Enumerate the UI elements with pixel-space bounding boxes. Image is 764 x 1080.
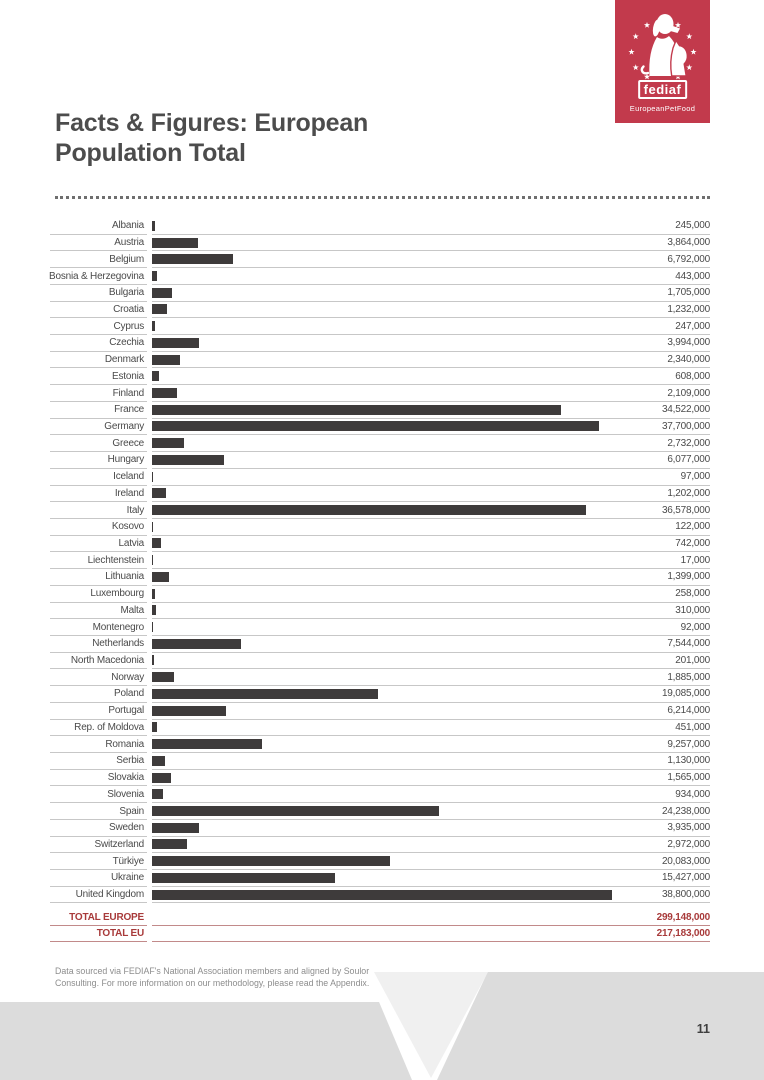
table-row <box>50 753 710 770</box>
country-label: France <box>50 402 147 419</box>
source-note-line1: Data sourced via FEDIAF's National Association members and aligned by Soulor <box>55 966 370 976</box>
total-label: TOTAL EU <box>50 926 147 943</box>
table-row <box>50 569 710 586</box>
bar-track <box>152 720 710 737</box>
population-bar <box>152 756 165 766</box>
total-row <box>50 909 710 926</box>
bar-track <box>152 870 710 887</box>
dotted-divider <box>55 196 710 199</box>
population-bar <box>152 388 177 398</box>
population-value: 443,000 <box>675 270 710 282</box>
country-label: Hungary <box>50 452 147 469</box>
population-value: 742,000 <box>675 538 710 550</box>
population-bar <box>152 321 155 331</box>
population-value: 3,994,000 <box>667 337 710 349</box>
country-label: Slovakia <box>50 770 147 787</box>
total-value: 217,183,000 <box>656 928 710 940</box>
table-row <box>50 385 710 402</box>
total-track <box>152 926 710 943</box>
bar-track <box>152 352 710 369</box>
bar-track <box>152 586 710 603</box>
bar-track <box>152 419 710 436</box>
bar-track <box>152 820 710 837</box>
population-bar <box>152 672 174 682</box>
country-label: United Kingdom <box>50 887 147 904</box>
population-value: 6,214,000 <box>667 705 710 717</box>
population-bar <box>152 472 153 482</box>
table-row <box>50 887 710 904</box>
bar-track <box>152 368 710 385</box>
population-bar-chart <box>50 218 710 942</box>
population-value: 6,077,000 <box>667 454 710 466</box>
bar-track <box>152 786 710 803</box>
population-value: 934,000 <box>675 788 710 800</box>
bar-track <box>152 770 710 787</box>
table-row <box>50 419 710 436</box>
table-row <box>50 536 710 553</box>
country-label: Ireland <box>50 486 147 503</box>
table-row <box>50 786 710 803</box>
bar-track <box>152 318 710 335</box>
population-value: 310,000 <box>675 604 710 616</box>
population-bar <box>152 890 612 900</box>
country-label: Ukraine <box>50 870 147 887</box>
population-bar <box>152 371 159 381</box>
population-value: 15,427,000 <box>661 872 710 884</box>
country-label: Luxembourg <box>50 586 147 603</box>
population-value: 3,935,000 <box>667 822 710 834</box>
country-label: Serbia <box>50 753 147 770</box>
country-label: Spain <box>50 803 147 820</box>
population-value: 201,000 <box>675 655 710 667</box>
table-row <box>50 636 710 653</box>
bar-track <box>152 569 710 586</box>
population-bar <box>152 722 157 732</box>
population-bar <box>152 605 156 615</box>
table-row <box>50 268 710 285</box>
bar-track <box>152 653 710 670</box>
country-label: Estonia <box>50 368 147 385</box>
country-label: Lithuania <box>50 569 147 586</box>
table-row <box>50 402 710 419</box>
population-value: 3,864,000 <box>667 237 710 249</box>
table-row <box>50 318 710 335</box>
bar-track <box>152 486 710 503</box>
country-label: Kosovo <box>50 519 147 536</box>
population-bar <box>152 589 155 599</box>
population-value: 92,000 <box>680 621 710 633</box>
bar-track <box>152 302 710 319</box>
table-row <box>50 853 710 870</box>
population-bar <box>152 789 163 799</box>
bar-track <box>152 218 710 235</box>
population-value: 258,000 <box>675 588 710 600</box>
population-value: 1,202,000 <box>667 487 710 499</box>
table-row <box>50 285 710 302</box>
population-bar <box>152 271 157 281</box>
population-value: 2,972,000 <box>667 838 710 850</box>
population-bar <box>152 238 198 248</box>
bar-track <box>152 235 710 252</box>
table-row <box>50 820 710 837</box>
country-label: Slovenia <box>50 786 147 803</box>
country-label: Netherlands <box>50 636 147 653</box>
population-value: 24,238,000 <box>661 805 710 817</box>
country-label: North Macedonia <box>50 653 147 670</box>
population-bar <box>152 806 439 816</box>
table-row <box>50 435 710 452</box>
country-label: Austria <box>50 235 147 252</box>
bar-track <box>152 803 710 820</box>
population-value: 19,085,000 <box>661 688 710 700</box>
country-label: Liechtenstein <box>50 552 147 569</box>
population-value: 608,000 <box>675 370 710 382</box>
population-value: 36,578,000 <box>661 504 710 516</box>
country-label: Malta <box>50 603 147 620</box>
table-row <box>50 603 710 620</box>
table-row <box>50 486 710 503</box>
table-row <box>50 302 710 319</box>
table-row <box>50 352 710 369</box>
source-note <box>55 966 395 989</box>
bar-track <box>152 385 710 402</box>
page-title-line1: Facts & Figures: European <box>55 109 369 137</box>
fediaf-logo <box>615 0 710 123</box>
bar-track <box>152 837 710 854</box>
population-value: 1,705,000 <box>667 287 710 299</box>
population-bar <box>152 873 335 883</box>
country-label: Belgium <box>50 251 147 268</box>
country-label: Croatia <box>50 302 147 319</box>
bar-track <box>152 435 710 452</box>
country-label: Norway <box>50 669 147 686</box>
table-row <box>50 720 710 737</box>
country-label: Bosnia & Herzegovina <box>50 268 147 285</box>
population-bar <box>152 856 390 866</box>
table-row <box>50 368 710 385</box>
table-row <box>50 502 710 519</box>
table-row <box>50 469 710 486</box>
page-title-line2: Population Total <box>55 139 246 167</box>
country-label: Czechia <box>50 335 147 352</box>
population-value: 1,565,000 <box>667 772 710 784</box>
population-bar <box>152 338 199 348</box>
country-label: Türkiye <box>50 853 147 870</box>
table-row <box>50 235 710 252</box>
country-label: Bulgaria <box>50 285 147 302</box>
bar-track <box>152 887 710 904</box>
country-label: Switzerland <box>50 837 147 854</box>
population-bar <box>152 538 161 548</box>
population-bar <box>152 455 224 465</box>
population-value: 247,000 <box>675 320 710 332</box>
table-row <box>50 669 710 686</box>
population-bar <box>152 288 172 298</box>
country-label: Sweden <box>50 820 147 837</box>
country-label: Iceland <box>50 469 147 486</box>
country-label: Germany <box>50 419 147 436</box>
chart-rows <box>50 218 710 903</box>
bar-track <box>152 669 710 686</box>
population-value: 20,083,000 <box>661 855 710 867</box>
population-bar <box>152 405 561 415</box>
population-value: 1,885,000 <box>667 671 710 683</box>
country-label: Denmark <box>50 352 147 369</box>
population-value: 37,700,000 <box>661 420 710 432</box>
population-value: 1,130,000 <box>667 755 710 767</box>
table-row <box>50 251 710 268</box>
source-note-line2: Consulting. For more information on our methodology, please read the Appendix. <box>55 977 370 988</box>
population-value: 2,732,000 <box>667 437 710 449</box>
population-bar <box>152 421 599 431</box>
footer-band-left <box>0 1002 412 1080</box>
bar-track <box>152 519 710 536</box>
population-bar <box>152 639 241 649</box>
bar-track <box>152 469 710 486</box>
bar-track <box>152 268 710 285</box>
population-value: 17,000 <box>680 554 710 566</box>
page-title <box>55 108 368 168</box>
population-value: 2,109,000 <box>667 387 710 399</box>
table-row <box>50 619 710 636</box>
population-value: 9,257,000 <box>667 738 710 750</box>
bar-track <box>152 736 710 753</box>
bar-track <box>152 853 710 870</box>
bar-track <box>152 285 710 302</box>
population-bar <box>152 622 153 632</box>
population-value: 245,000 <box>675 220 710 232</box>
country-label: Italy <box>50 502 147 519</box>
population-bar <box>152 655 154 665</box>
country-label: Poland <box>50 686 147 703</box>
table-row <box>50 837 710 854</box>
table-row <box>50 452 710 469</box>
bar-track <box>152 703 710 720</box>
table-row <box>50 218 710 235</box>
population-value: 34,522,000 <box>661 404 710 416</box>
population-bar <box>152 689 378 699</box>
country-label: Greece <box>50 435 147 452</box>
population-bar <box>152 505 586 515</box>
bar-track <box>152 536 710 553</box>
population-value: 451,000 <box>675 721 710 733</box>
total-value: 299,148,000 <box>656 911 710 923</box>
population-value: 6,792,000 <box>667 253 710 265</box>
bar-track <box>152 335 710 352</box>
population-bar <box>152 221 155 231</box>
country-label: Montenegro <box>50 619 147 636</box>
population-value: 2,340,000 <box>667 354 710 366</box>
bar-track <box>152 686 710 703</box>
population-value: 97,000 <box>680 471 710 483</box>
bar-track <box>152 636 710 653</box>
population-value: 122,000 <box>675 521 710 533</box>
bar-track <box>152 619 710 636</box>
table-row <box>50 586 710 603</box>
population-bar <box>152 839 187 849</box>
population-bar <box>152 739 262 749</box>
table-row <box>50 770 710 787</box>
country-label: Finland <box>50 385 147 402</box>
country-label: Romania <box>50 736 147 753</box>
table-row <box>50 653 710 670</box>
footer-band-right <box>437 972 764 1080</box>
bar-track <box>152 251 710 268</box>
bar-track <box>152 753 710 770</box>
table-row <box>50 335 710 352</box>
population-bar <box>152 304 167 314</box>
country-label: Albania <box>50 218 147 235</box>
country-label: Cyprus <box>50 318 147 335</box>
population-bar <box>152 355 180 365</box>
total-row <box>50 926 710 943</box>
population-bar <box>152 706 226 716</box>
population-value: 7,544,000 <box>667 638 710 650</box>
population-bar <box>152 522 153 532</box>
table-row <box>50 870 710 887</box>
population-value: 1,399,000 <box>667 571 710 583</box>
population-bar <box>152 438 184 448</box>
table-row <box>50 519 710 536</box>
table-row <box>50 703 710 720</box>
bar-track <box>152 603 710 620</box>
page-number: 11 <box>696 1022 710 1036</box>
bar-track <box>152 402 710 419</box>
table-row <box>50 686 710 703</box>
country-label: Portugal <box>50 703 147 720</box>
population-bar <box>152 773 171 783</box>
population-bar <box>152 254 233 264</box>
population-value: 38,800,000 <box>661 889 710 901</box>
population-bar <box>152 823 199 833</box>
table-row <box>50 803 710 820</box>
total-track <box>152 909 710 926</box>
chart-total-rows <box>50 909 710 942</box>
table-row <box>50 552 710 569</box>
table-row <box>50 736 710 753</box>
country-label: Latvia <box>50 536 147 553</box>
total-label: TOTAL EUROPE <box>50 909 147 926</box>
population-bar <box>152 572 169 582</box>
country-label: Rep. of Moldova <box>50 720 147 737</box>
population-value: 1,232,000 <box>667 303 710 315</box>
bar-track <box>152 552 710 569</box>
fediaf-tagline: EuropeanPetFood <box>629 104 696 113</box>
bar-track <box>152 452 710 469</box>
fediaf-wordmark: fediaf <box>638 80 688 99</box>
bar-track <box>152 502 710 519</box>
population-bar <box>152 488 166 498</box>
